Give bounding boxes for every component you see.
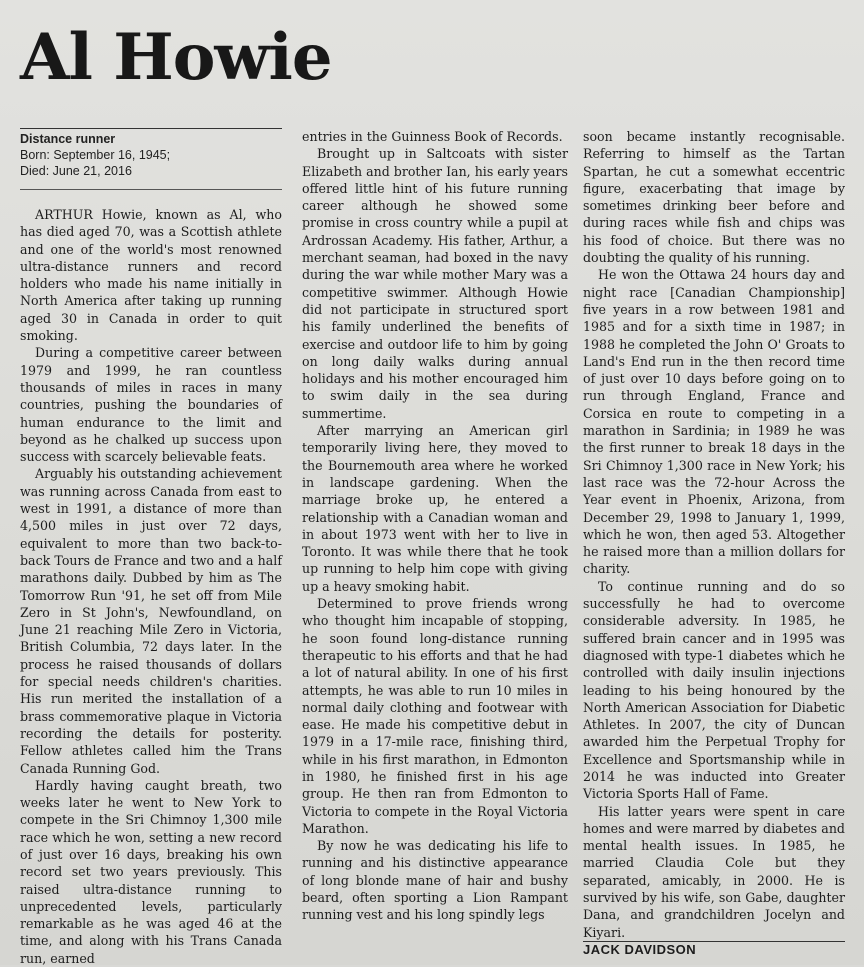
headline: Al Howie (20, 20, 332, 95)
byline: JACK DAVIDSON (583, 941, 845, 957)
paragraph: Brought up in Saltcoats with sister Elizabeth and brother Ian, his early years offered little hint of his future running career although he showed some promise in cross country while a pupil at Ardrossan Academy. His father, Arthur, a merchant seaman, had boxed in the navy during the war while mother Mary was a competitive swimmer. Although Howie did not participate in structured sport his family underlined the benefits of exercise and outdoor life to him by going on long daily walks during annual holidays and his mother encouraged him to swim daily in the sea during summertime. (302, 146, 568, 421)
paragraph: He won the Ottawa 24 hours day and night race [Canadian Championship] five years in a row between 1981 and 1985 and for a sixth time in 1987; in 1988 he completed the John O' Groats to Land's End run in the then record time of just over 10 days before going on to run through England, France and Corsica en route to competing in a marathon in Sardinia; in 1989 he was the first runner to break 18 days in the Sri Chimnoy 1,300 race in New York; his last race was the 72-hour Across the Year event in Phoenix, Arizona, from December 29, 1998 to January 1, 1999, which he won, then aged 53. Altogether he raised more than a million dollars for charity. (583, 267, 845, 577)
subject-role: Distance runner (20, 132, 116, 146)
paragraph: To continue running and do so successfully he had to overcome considerable adversity. In 1985, he suffered brain cancer and in 1995 was diagnosed with type-1 diabetes which he controlled with daily insulin injections leading to his being honoured by the North American Association for Diabetic Athletes. In 2007, the city of Duncan awarded him the Perpetual Trophy for Excellence and Sportsmanship while in 2014 he was inducted into Greater Victoria Sports Hall of Fame. (583, 578, 845, 802)
paragraph: Hardly having caught breath, two weeks later he went to New York to compete in the Sri Chimnoy 1,300 mile race which he won, setting a new record of just over 16 days, breaking his own record set two years previously. This raised ultra-distance running to unprecedented levels, particularly remarkable as he was aged 46 at the time, and along with his Trans Canada run, earned (20, 777, 282, 966)
column-3 (583, 128, 845, 955)
paragraph: Determined to prove friends wrong who thought him incapable of stopping, he soon found long-distance running therapeutic to his efforts and that he had a lot of natural ability. In one of his first attempts, he was able to run 10 miles in normal daily clothing and footwear with ease. He made his competitive debut in 1979 in a 17-mile race, finishing third, while in his first marathon, in Edmonton in 1980, he finished first in his age group. He then ran from Edmonton to Victoria to compete in the Royal Victoria Marathon. (302, 596, 568, 836)
column-3-body (583, 128, 845, 941)
column-2-body (302, 128, 568, 924)
column-1 (20, 128, 282, 966)
paragraph: During a competitive career between 1979 and 1999, he ran countless thousands of miles in races in many countries, pushing the boundaries of human endurance to the limit and beyond as he chalked up success upon success with scarcely believable feats. (20, 345, 282, 465)
paragraph: Arguably his outstanding achievement was running across Canada from east to west in 1991, a distance of more than 4,500 miles in just over 72 days, equivalent to more than two back-to-back Tours de France and two and a half marathons daily. Dubbed by him as The Tomorrow Run '91, he set off from Mile Zero in St John's, Newfoundland, on June 21 reaching Mile Zero in Victoria, British Columbia, 72 days later. In the process he raised thousands of dollars for special needs children's charities. His run merited the installation of a brass commemorative plaque in Victoria recording the details for posterity. Fellow athletes called him the Trans Canada Running God. (20, 466, 282, 776)
paragraph: entries in the Guinness Book of Records. (302, 129, 563, 144)
column-2 (302, 128, 568, 955)
paragraph: soon became instantly recognisable. Referring to himself as the Tartan Spartan, he cut a somewhat eccentric figure, exacerbating that image by sometimes drinking beer before and during races while fish and chips was his food of choice. But there was no doubting the quality of his running. (583, 129, 845, 266)
paragraph: ARTHUR Howie, known as Al, who has died aged 70, was a Scottish athlete and one of the world's most renowned ultra-distance runners and record holders who made his name initially in North America after taking up running aged 30 in Canada in order to quit smoking. (20, 207, 282, 344)
paragraph: After marrying an American girl temporarily living here, they moved to the Bournemouth area where he worked in landscape gardening. When the marriage broke up, he entered a relationship with a Canadian woman and in about 1973 went with her to live in Toronto. It was while there that he took up running to help him cope with giving up a heavy smoking habit. (302, 423, 568, 594)
died-date: Died: June 21, 2016 (20, 164, 132, 178)
born-date: Born: September 16, 1945; (20, 148, 171, 162)
paragraph: By now he was dedicating his life to running and his distinctive appearance of long blonde mane of hair and bushy beard, often sporting a Lion Rampant running vest and his long spindly legs (302, 838, 568, 923)
header-rule (20, 128, 282, 129)
info-box-rule (20, 189, 282, 190)
column-1-body (20, 206, 282, 967)
paragraph: His latter years were spent in care homes and were marred by diabetes and mental health issues. In 1985, he married Claudia Cole but they separated, amicably, in 2000. He is survived by his wife, son Gabe, daughter Dana, and grandchildren Jocelyn and Kiyari. (583, 803, 845, 940)
